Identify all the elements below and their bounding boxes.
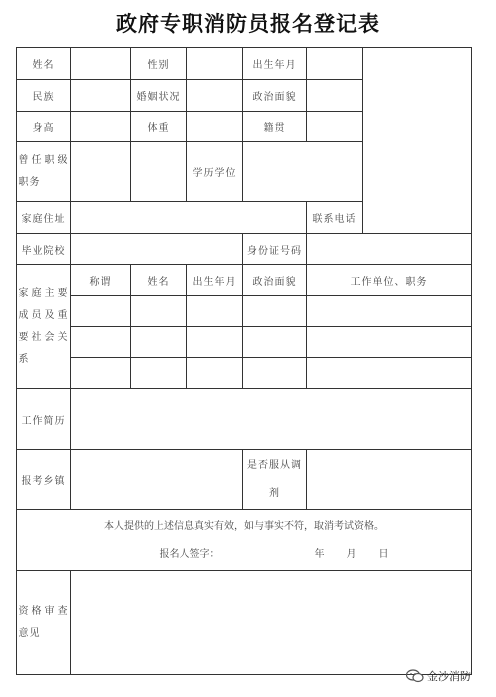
header-family-political: 政治面貌 [243, 265, 307, 296]
label-former-job: 曾任职级职务 [17, 142, 71, 202]
field-former-job-extra[interactable] [131, 142, 187, 202]
field-address[interactable] [71, 202, 307, 234]
family-cell[interactable] [307, 296, 472, 327]
declaration-statement: 本人提供的上述信息真实有效，如与事实不符，取消考试资格。 [104, 521, 384, 532]
family-cell[interactable] [187, 327, 243, 358]
field-name[interactable] [71, 48, 131, 80]
family-cell[interactable] [243, 358, 307, 389]
wechat-icon [406, 669, 424, 683]
family-cell[interactable] [187, 296, 243, 327]
label-native-place: 籍贯 [243, 112, 307, 142]
label-marital: 婚姻状况 [131, 80, 187, 112]
field-weight[interactable] [187, 112, 243, 142]
label-education: 学历学位 [187, 142, 243, 202]
field-school[interactable] [71, 234, 243, 265]
header-family-work: 工作单位、职务 [307, 265, 472, 296]
form-title: 政府专职消防员报名登记表 [116, 11, 380, 36]
field-gender[interactable] [187, 48, 243, 80]
family-cell[interactable] [243, 327, 307, 358]
family-cell[interactable] [307, 327, 472, 358]
label-township: 报考乡镇 [17, 450, 71, 510]
label-name: 姓名 [17, 48, 71, 80]
signature-label: 报名人签字： [159, 549, 220, 560]
field-former-job[interactable] [71, 142, 131, 202]
label-accept-assign: 是否服从调剂 [243, 450, 307, 510]
field-marital[interactable] [187, 80, 243, 112]
date-day: 日 [378, 549, 389, 560]
header-family-name: 姓名 [131, 265, 187, 296]
family-cell[interactable] [131, 327, 187, 358]
date-year: 年 [314, 549, 325, 560]
label-weight: 体重 [131, 112, 187, 142]
field-birth[interactable] [307, 48, 363, 80]
photo-box[interactable] [363, 48, 472, 234]
field-native-place[interactable] [307, 112, 363, 142]
label-review: 资格审查意见 [17, 571, 71, 675]
date-month: 月 [346, 549, 357, 560]
declaration-cell [17, 510, 472, 571]
label-height: 身高 [17, 112, 71, 142]
family-cell[interactable] [243, 296, 307, 327]
field-education[interactable] [243, 142, 363, 202]
family-cell[interactable] [71, 327, 131, 358]
header-relation: 称谓 [71, 265, 131, 296]
family-cell[interactable] [307, 358, 472, 389]
field-political[interactable] [307, 80, 363, 112]
family-cell[interactable] [131, 358, 187, 389]
family-cell[interactable] [187, 358, 243, 389]
field-height[interactable] [71, 112, 131, 142]
label-school: 毕业院校 [17, 234, 71, 265]
label-address: 家庭住址 [17, 202, 71, 234]
registration-form-table [16, 47, 472, 675]
label-family: 家庭主要成员及重要社会关系 [17, 265, 71, 389]
field-id-number[interactable] [307, 234, 472, 265]
header-family-birth: 出生年月 [187, 265, 243, 296]
label-phone: 联系电话 [307, 202, 363, 234]
family-cell[interactable] [71, 296, 131, 327]
label-birth: 出生年月 [243, 48, 307, 80]
family-cell[interactable] [71, 358, 131, 389]
label-ethnicity: 民族 [17, 80, 71, 112]
label-gender: 性别 [131, 48, 187, 80]
label-political: 政治面貌 [243, 80, 307, 112]
field-ethnicity[interactable] [71, 80, 131, 112]
field-accept-assign[interactable] [307, 450, 472, 510]
watermark-text: 金沙消防 [427, 670, 471, 683]
label-work-history: 工作简历 [17, 389, 71, 450]
field-township[interactable] [71, 450, 243, 510]
family-cell[interactable] [131, 296, 187, 327]
field-work-history[interactable] [71, 389, 472, 450]
watermark [406, 666, 488, 686]
field-review[interactable] [71, 571, 472, 675]
label-id-number: 身份证号码 [243, 234, 307, 265]
